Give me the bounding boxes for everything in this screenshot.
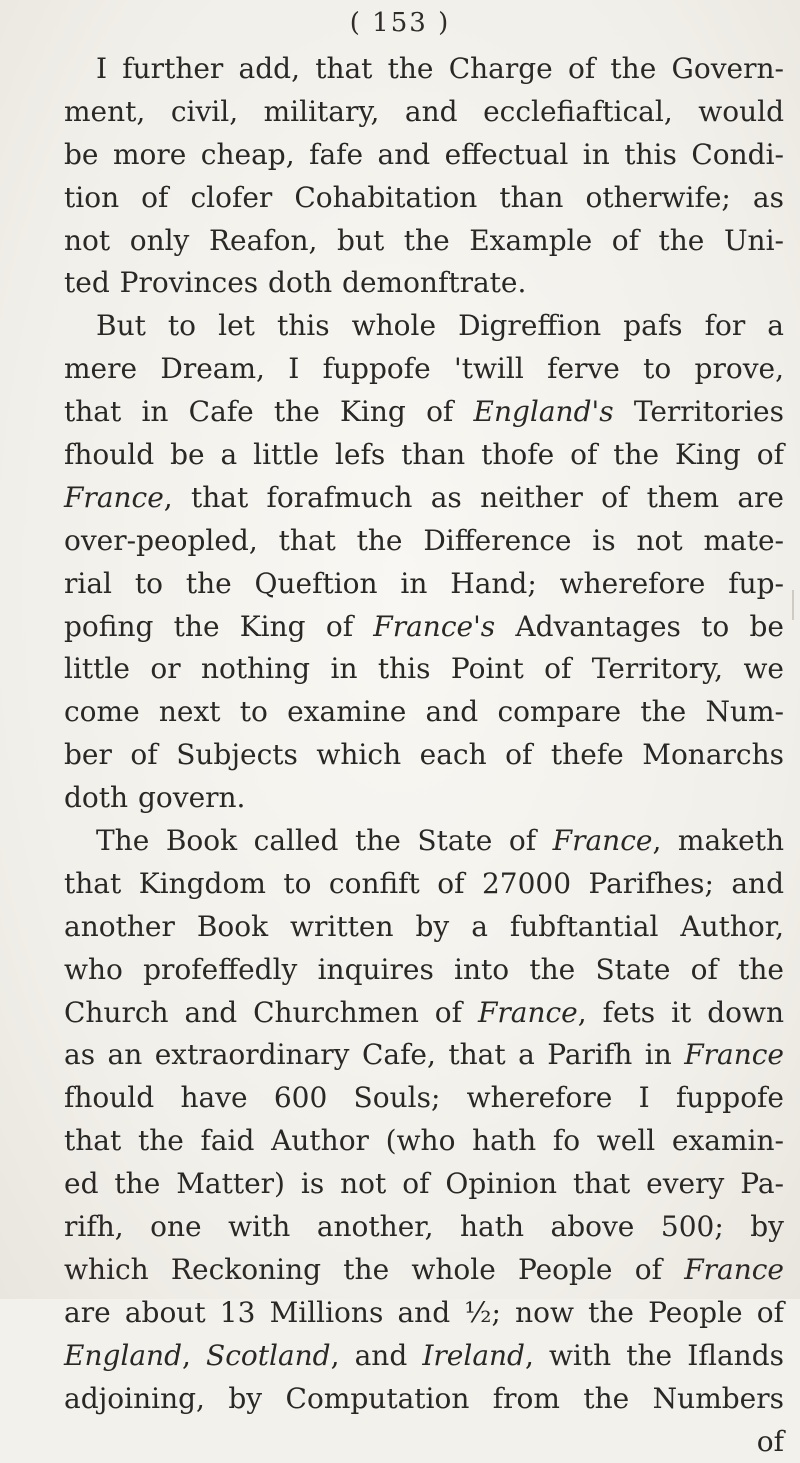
text-line: ed the Matter) is not of Opinion that every Pa-	[64, 1163, 784, 1206]
text-line: that the faid Author (who hath fo well examin-	[64, 1120, 784, 1163]
catchword: of	[64, 1421, 784, 1463]
text-line: be more cheap, fafe and effectual in this Condi-	[64, 134, 784, 177]
text-line: The Book called the State of France, maketh	[64, 820, 784, 863]
text-line: fhould have 600 Souls; wherefore I fuppofe	[64, 1077, 784, 1120]
text-line: ment, civil, military, and ecclefiaftical, would	[64, 91, 784, 134]
text-line: mere Dream, I fuppofe 'twill ferve to prove,	[64, 348, 784, 391]
text-line: as an extraordinary Cafe, that a Parifh in France	[64, 1034, 784, 1077]
text-line: rifh, one with another, hath above 500; by	[64, 1206, 784, 1249]
text-line: doth govern.	[64, 777, 784, 820]
text-line: come next to examine and compare the Num-	[64, 691, 784, 734]
text-line: little or nothing in this Point of Territory, we	[64, 648, 784, 691]
text-line: not only Reafon, but the Example of the Uni-	[64, 220, 784, 263]
text-line: tion of clofer Cohabitation than otherwife; as	[64, 177, 784, 220]
text-line: France, that forafmuch as neither of them are	[64, 477, 784, 520]
text-line: pofing the King of France's Advantages to be	[64, 606, 784, 649]
text-line: another Book written by a fubftantial Author,	[64, 906, 784, 949]
margin-mark	[792, 590, 794, 620]
text-line: are about 13 Millions and ½; now the People of	[64, 1292, 784, 1335]
text-line: who profeffedly inquires into the State of the	[64, 949, 784, 992]
page-number: ( 153 )	[0, 8, 800, 38]
body-text	[64, 48, 784, 1463]
text-line: that Kingdom to confift of 27000 Parifhes; and	[64, 863, 784, 906]
text-line: adjoining, by Computation from the Numbers	[64, 1378, 784, 1421]
text-line: But to let this whole Digreffion pafs for a	[64, 305, 784, 348]
text-line: fhould be a little lefs than thofe of the King of	[64, 434, 784, 477]
text-line: ted Provinces doth demonftrate.	[64, 262, 784, 305]
text-line: that in Cafe the King of England's Territories	[64, 391, 784, 434]
text-line: rial to the Queftion in Hand; wherefore fup-	[64, 563, 784, 606]
text-line: England, Scotland, and Ireland, with the Iflands	[64, 1335, 784, 1378]
text-line: which Reckoning the whole People of France	[64, 1249, 784, 1292]
text-line: ber of Subjects which each of thefe Monarchs	[64, 734, 784, 777]
text-line: I further add, that the Charge of the Govern-	[64, 48, 784, 91]
text-line: Church and Churchmen of France, fets it down	[64, 992, 784, 1035]
text-line: over-peopled, that the Difference is not mate-	[64, 520, 784, 563]
